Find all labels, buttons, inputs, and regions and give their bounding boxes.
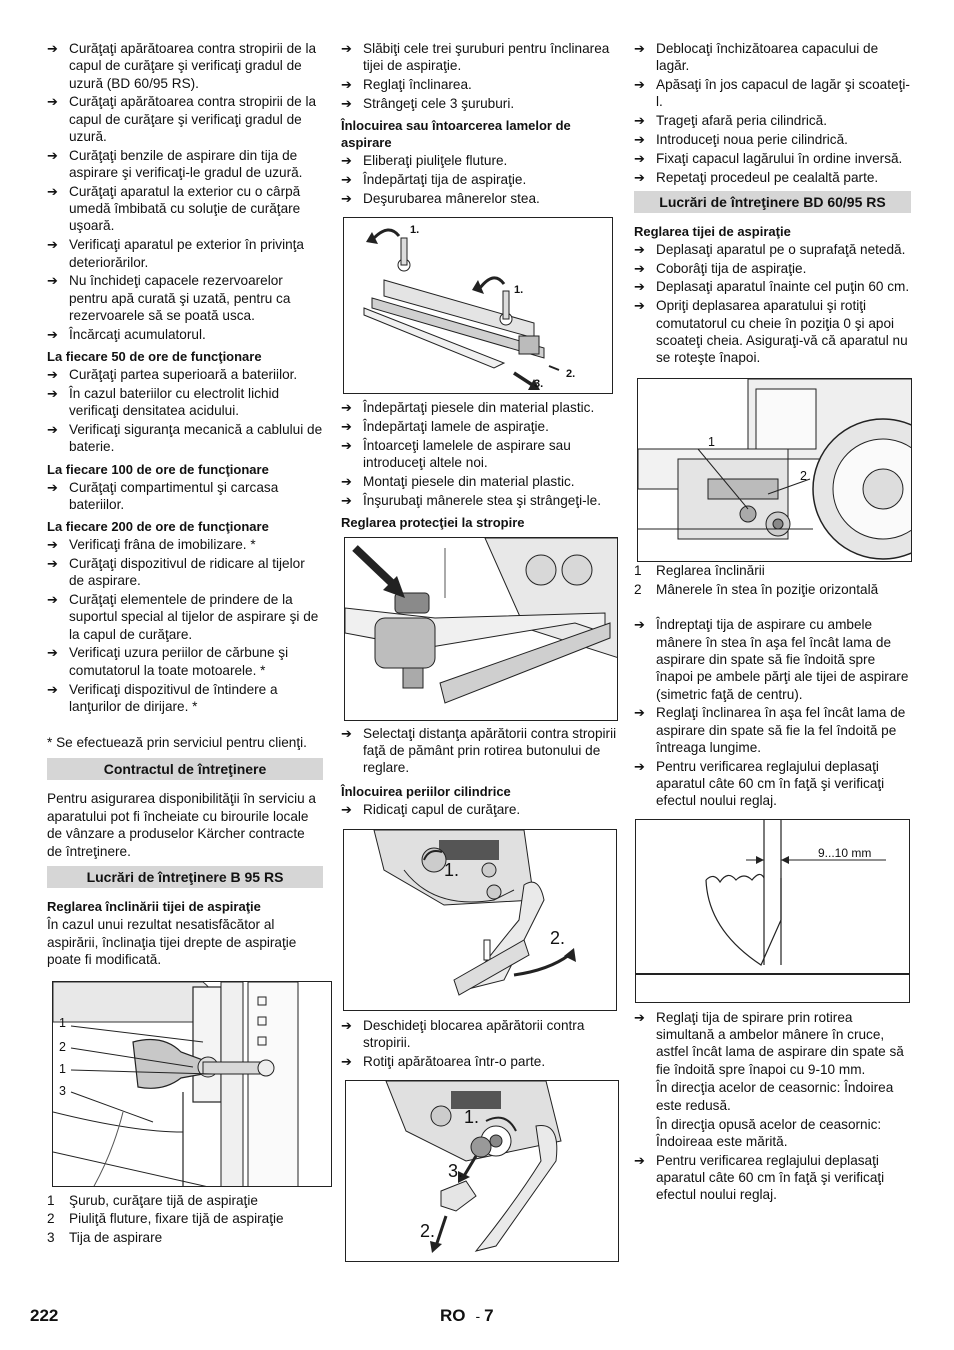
figure-brush-removal [345, 1080, 619, 1262]
arrow-right-icon: ➔ [47, 94, 58, 110]
step-item [634, 260, 911, 277]
step-text: Curăţaţi partea superioară a bateriilor. [69, 367, 298, 383]
legend-number: 1 [47, 1192, 55, 1208]
step-text: Fixaţi capacul lagărului în ordine inversă. [656, 150, 903, 166]
figure-tilt-adjustment [52, 981, 332, 1187]
arrow-right-icon: ➔ [634, 77, 645, 93]
legend-item [634, 581, 911, 600]
step-text: Îndepărtaţi piesele din material plastic. [363, 400, 595, 416]
arrow-right-icon: ➔ [634, 131, 645, 147]
fig-label: 3. [534, 378, 544, 391]
arrow-right-icon: ➔ [634, 169, 645, 185]
legend-item [634, 562, 911, 581]
arrow-right-icon: ➔ [341, 1054, 352, 1070]
step-text: Deplasaţi aparatul pe o suprafaţă netedă. [656, 241, 906, 257]
local-page: 7 [484, 1306, 494, 1325]
arrow-right-icon: ➔ [47, 537, 58, 553]
note-counterclockwise: În direcţia opusă acelor de ceasornic: Îndoireaa este mărită. [656, 1116, 882, 1149]
steps-200-hours [47, 536, 323, 715]
arrow-right-icon: ➔ [47, 479, 58, 495]
step-item [341, 418, 618, 435]
tilt-heading: Reglarea înclinării tijei de aspiraţie [47, 899, 261, 915]
step-item: ➔ Pentru verificarea reglajului deplasaţi aparatul câte 60 cm în faţă şi verificaţi efectul noului reglaj. [634, 1152, 885, 1203]
step-item [634, 297, 911, 366]
step-text: În cazul bateriilor cu electrolit lichid verificaţi densitatea acidului. [69, 385, 280, 419]
step-text: Verificaţi frâna de imobilizare. * [69, 537, 256, 553]
step-text: Coborâţi tija de aspiraţie. [656, 260, 807, 276]
legend-number: 1 [634, 563, 642, 579]
arrow-right-icon: ➔ [341, 95, 352, 111]
intro-steps [47, 40, 323, 343]
step-item [341, 190, 618, 207]
fig-label: 1. [410, 224, 420, 237]
splash-heading: Reglarea protecţiei la stropire [341, 514, 525, 530]
arrow-right-icon: ➔ [634, 758, 645, 774]
footnote: * Se efectuează prin serviciul pentru clienţi. [47, 735, 307, 751]
step-rotate-handles [634, 1009, 911, 1204]
arrow-right-icon: ➔ [341, 400, 352, 416]
step-item [634, 616, 911, 702]
steps-splash-guard [341, 725, 618, 777]
step-text: Îndepărtaţi lamele de aspiraţie. [363, 418, 549, 434]
fig-label: 3. [448, 1161, 464, 1182]
step-text: Deschideţi blocarea apărătorii contra stropirii. [363, 1018, 585, 1051]
arrow-right-icon: ➔ [47, 555, 58, 571]
heading-200-hours: La fiecare 200 de ore de funcţionare [47, 519, 269, 535]
figure-legend [47, 1192, 323, 1248]
fig-label: 1. [444, 860, 460, 881]
step-item [47, 40, 323, 92]
arrow-right-icon: ➔ [341, 437, 352, 453]
arrow-right-icon: ➔ [47, 237, 58, 253]
fig-label-distance: 9...10 mm [818, 845, 872, 860]
arrow-right-icon: ➔ [341, 171, 352, 187]
step-item [47, 326, 323, 343]
step-item [47, 385, 323, 420]
column-1 [47, 40, 323, 1247]
legend-text: Mânerele în stea în poziţie orizontală [656, 581, 879, 597]
figure-lip-bending [635, 819, 910, 1003]
step-text: Verificaţi dispozitivul de întindere a lanţurilor de dirijare. * [69, 681, 278, 714]
legend-text: Piuliţă fluture, fixare tijă de aspiraţie [69, 1211, 284, 1227]
step-text: Introduceţi noua perie cilindrică. [656, 131, 848, 147]
arrow-right-icon: ➔ [47, 326, 58, 342]
step-text: Eliberaţi piuliţele fluture. [363, 153, 508, 169]
step-item [341, 437, 618, 472]
step-item [47, 272, 323, 324]
figure-splash-guard [344, 537, 618, 721]
step-item [634, 112, 911, 129]
step-item [47, 366, 323, 383]
step-text: Pentru verificarea reglajului deplasaţi aparatul câte 60 cm în faţă şi verificaţi efectul noului reglaj. [656, 758, 885, 809]
fig-label: 2. [566, 368, 576, 381]
step-text: Selectaţi distanţa apărătorii contra stropirii faţă de pământ prin rotirea butonului de reglare. [363, 725, 617, 776]
step-item [47, 555, 323, 590]
step-item [341, 399, 618, 416]
fig-label: 1 [59, 1015, 66, 1030]
step-text: Curăţaţi compartimentul şi carcasa bateriilor. [69, 479, 279, 512]
arrow-right-icon: ➔ [341, 41, 352, 56]
arrow-right-icon: ➔ [47, 41, 58, 56]
step-item [341, 40, 618, 75]
arrow-right-icon: ➔ [47, 681, 58, 697]
arrow-right-icon: ➔ [341, 492, 352, 508]
splash-guard-illustration [345, 538, 618, 721]
step-item [341, 1017, 618, 1052]
bd-adjustment-illustration [638, 379, 912, 562]
arrow-right-icon: ➔ [341, 153, 352, 169]
steps-50-hours [47, 366, 323, 455]
step-item [634, 758, 911, 810]
step-text: Repetaţi procedeul pe cealaltă parte. [656, 169, 879, 185]
step-item [47, 644, 323, 679]
steps-replace-brush [634, 40, 911, 186]
step-item: ➔ Reglaţi tija de spirare prin rotirea simultană a ambelor mânere în cruce, astfel încât lama de aspirare din spate să fie îndoită spre înapoi cu 9-10 mm. [634, 1009, 904, 1077]
steps-open-guard [341, 1017, 618, 1070]
fig-label: 2. [420, 1221, 436, 1242]
step-text: Îndreptaţi tija de aspirare cu ambele mânere în stea în aşa fel încât lama de aspirare din spate să fie îndoită spre înapoi pe ambele părţi ale tijei de aspirare (simetric faţă de centru). [656, 617, 909, 702]
arrow-right-icon: ➔ [634, 150, 645, 166]
legend-item [47, 1210, 323, 1229]
arrow-right-icon: ➔ [47, 147, 58, 163]
step-text: Îndepărtaţi tija de aspiraţie. [363, 171, 527, 187]
fig-label: 2. [550, 928, 566, 949]
arrow-right-icon: ➔ [47, 645, 58, 661]
step-text: Curăţaţi aparatul la exterior cu o cârpă umedă îmbibată cu soluţie de curăţare uşoară. [69, 183, 301, 234]
figure-squeegee-removal [343, 217, 613, 394]
step-text: Curăţaţi benzile de aspirare din tija de aspirare şi verificaţi-le gradul de uzură. [69, 147, 303, 181]
fig-label: 1 [59, 1061, 66, 1076]
tilt-adjustment-illustration [53, 982, 332, 1187]
step-text: Întoarceţi lamelele de aspirare sau introduceţi altele noi. [363, 437, 571, 470]
step-text: Deblocaţi închizătoarea capacului de lagăr. [656, 41, 879, 74]
contract-text: Pentru asigurarea disponibilităţii în serviciu a aparatului pot fi încheiate cu birourile locale de vânzare a produselor Kärcher contracte de întreţinere. [47, 791, 316, 859]
step-text: Montaţi piesele din material plastic. [363, 473, 575, 489]
section-title-b95: Lucrări de întreţinere B 95 RS [47, 866, 323, 888]
column-2 [341, 40, 618, 1262]
step-item [47, 421, 323, 456]
arrow-right-icon: ➔ [634, 298, 645, 314]
step-text: Curăţaţi apărătoarea contra stropirii de la capul de curăţare şi verificaţi gradul de uzură (BD 60/95 RS). [69, 41, 317, 91]
legend-item [47, 1229, 323, 1248]
step-item [634, 150, 911, 167]
arrow-right-icon: ➔ [634, 1152, 645, 1168]
step-text: Deşurubarea mânerelor stea. [363, 190, 540, 206]
fig-label: 1. [464, 1107, 480, 1128]
step-item [47, 591, 323, 643]
arrow-right-icon: ➔ [341, 418, 352, 434]
arrow-right-icon: ➔ [634, 1009, 645, 1025]
legend-text: Reglarea înclinării [656, 563, 765, 579]
steps-straighten-squeegee [634, 616, 911, 809]
step-text: Ridicaţi capul de curăţare. [363, 801, 521, 817]
step-text: Încărcaţi acumulatorul. [69, 326, 206, 342]
arrow-right-icon: ➔ [47, 367, 58, 383]
language-code: RO [440, 1306, 466, 1325]
step-text: Deplasaţi aparatul înainte cel puţin 60 cm. [656, 279, 910, 295]
page-number: 222 [30, 1306, 59, 1325]
step-item [47, 93, 323, 145]
step-item [341, 492, 618, 509]
brush-removal-illustration [346, 1081, 619, 1262]
step-item [341, 152, 618, 169]
note-clockwise: În direcţia acelor de ceasornic: Îndoirea este redusă. [656, 1080, 894, 1113]
adjust-heading: Reglarea tijei de aspiraţie [634, 223, 791, 239]
step-item [341, 725, 618, 777]
step-text: Curăţaţi dispozitivul de ridicare al tijelor de aspirare. [69, 555, 305, 589]
step-text: Apăsaţi în jos capacul de lagăr şi scoateţi-l. [656, 77, 910, 110]
step-item [634, 169, 911, 186]
step-text: Reglaţi înclinarea. [363, 77, 472, 93]
step-item [341, 801, 618, 818]
step-text: Slăbiţi cele trei şuruburi pentru înclinarea tijei de aspiraţie. [363, 41, 610, 74]
step-text: Trageţi afară peria cilindrică. [656, 113, 828, 129]
steps-remove-squeegee [341, 152, 618, 207]
step-item [634, 131, 911, 148]
step-item [634, 40, 911, 75]
arrow-right-icon: ➔ [47, 385, 58, 401]
arrow-right-icon: ➔ [47, 273, 58, 289]
section-title-bd60: Lucrări de întreţinere BD 60/95 RS [634, 191, 911, 213]
fig-label: 2 [59, 1039, 66, 1054]
fig-label: 3 [59, 1083, 66, 1098]
arrow-right-icon: ➔ [47, 592, 58, 608]
steps-replace-lamellas [341, 399, 618, 509]
step-item [47, 536, 323, 553]
step-item [634, 704, 911, 756]
page-language-index [440, 1306, 494, 1326]
step-item [634, 241, 911, 258]
step-item [47, 236, 323, 271]
brush-heading: Înlocuirea periilor cilindrice [341, 783, 511, 799]
step-item [47, 479, 323, 514]
legend-item [47, 1192, 323, 1211]
step-item [341, 76, 618, 93]
arrow-right-icon: ➔ [341, 1018, 352, 1034]
steps-100-hours [47, 479, 323, 514]
step-text: Opriţi deplasarea aparatului şi rotiţi comutatorul cu cheie în poziţia 0 şi apoi scoateţi cheia. Asiguraţi-vă că aparatul nu se roteşte înapoi. [656, 298, 908, 366]
legend-text: Tija de aspirare [69, 1229, 163, 1245]
step-item [47, 183, 323, 235]
step-text: Curăţaţi apărătoarea contra stropirii de la capul de curăţare şi verificaţi gradul de uzură. [69, 94, 317, 144]
arrow-right-icon: ➔ [47, 183, 58, 199]
section-title-contract: Contractul de întreţinere [47, 758, 323, 780]
heading-50-hours: La fiecare 50 de ore de funcţionare [47, 349, 262, 365]
legend-number: 2 [634, 581, 642, 597]
step-item [341, 171, 618, 188]
arrow-right-icon: ➔ [341, 473, 352, 489]
arrow-right-icon: ➔ [634, 617, 645, 633]
fig-label: 2 [800, 469, 807, 484]
separator: - [475, 1308, 481, 1324]
step-text: Rotiţi apărătoarea într-o parte. [363, 1054, 546, 1070]
steps-adjust-tilt [341, 40, 618, 112]
column-3 [634, 40, 911, 1205]
figure-brush-guard-open [343, 829, 617, 1011]
step-text: Nu închideţi capacele rezervoarelor pentru apă curată şi uzată, pentru ca rezervoarele să se poată usca. [69, 273, 291, 323]
figure-legend [634, 562, 911, 599]
step-item [341, 95, 618, 112]
step-text: Strângeţi cele 3 şuruburi. [363, 95, 515, 111]
step-item [634, 76, 911, 111]
heading-100-hours: La fiecare 100 de ore de funcţionare [47, 461, 269, 477]
step-item [47, 147, 323, 182]
step-item [341, 1053, 618, 1070]
fig-label: 1 [708, 435, 715, 450]
arrow-right-icon: ➔ [634, 279, 645, 295]
step-text: Curăţaţi elementele de prindere de la suportul special al tijelor de aspirare şi de la capul de curăţare. [69, 592, 319, 642]
arrow-right-icon: ➔ [634, 260, 645, 276]
legend-text: Şurub, curăţare tijă de aspiraţie [69, 1192, 258, 1208]
legend-number: 2 [47, 1211, 55, 1227]
step-text: Reglaţi înclinarea în aşa fel încât lama de aspirare din spate să fie la fel îndoită pe întreaga lungime. [656, 705, 906, 756]
arrow-right-icon: ➔ [47, 421, 58, 437]
arrow-right-icon: ➔ [634, 241, 645, 257]
arrow-right-icon: ➔ [341, 725, 352, 741]
fig-label: 1. [514, 284, 524, 297]
step-text: Înşurubaţi mânerele stea şi strângeţi-le. [363, 492, 602, 508]
step-item [47, 681, 323, 716]
arrow-right-icon: ➔ [634, 705, 645, 721]
arrow-right-icon: ➔ [341, 77, 352, 93]
arrow-right-icon: ➔ [341, 190, 352, 206]
arrow-right-icon: ➔ [634, 41, 645, 56]
steps-raise-head [341, 801, 618, 818]
step-text: Verificaţi uzura periilor de cărbune şi comutatorul la toate motoarele. * [69, 645, 289, 678]
tilt-text: În cazul unui rezultat nesatisfăcător al aspirării, înclinaţia tijei drepte de aspiraţie poate fi modificată. [47, 917, 297, 968]
lamele-heading: Înlocuirea sau întoarcerea lamelor de aspirare [341, 118, 571, 151]
figure-bd-adjustment [637, 378, 912, 562]
arrow-right-icon: ➔ [341, 801, 352, 817]
legend-number: 3 [47, 1229, 55, 1245]
step-text: Verificaţi aparatul pe exterior în privinţa deteriorărilor. [69, 237, 304, 270]
step-item [341, 473, 618, 490]
step-item [634, 278, 911, 295]
arrow-right-icon: ➔ [634, 113, 645, 129]
steps-adjust-squeegee [634, 241, 911, 367]
step-text: Verificaţi siguranţa mecanică a cablului de baterie. [69, 421, 323, 455]
brush-guard-open-illustration [344, 830, 617, 1011]
